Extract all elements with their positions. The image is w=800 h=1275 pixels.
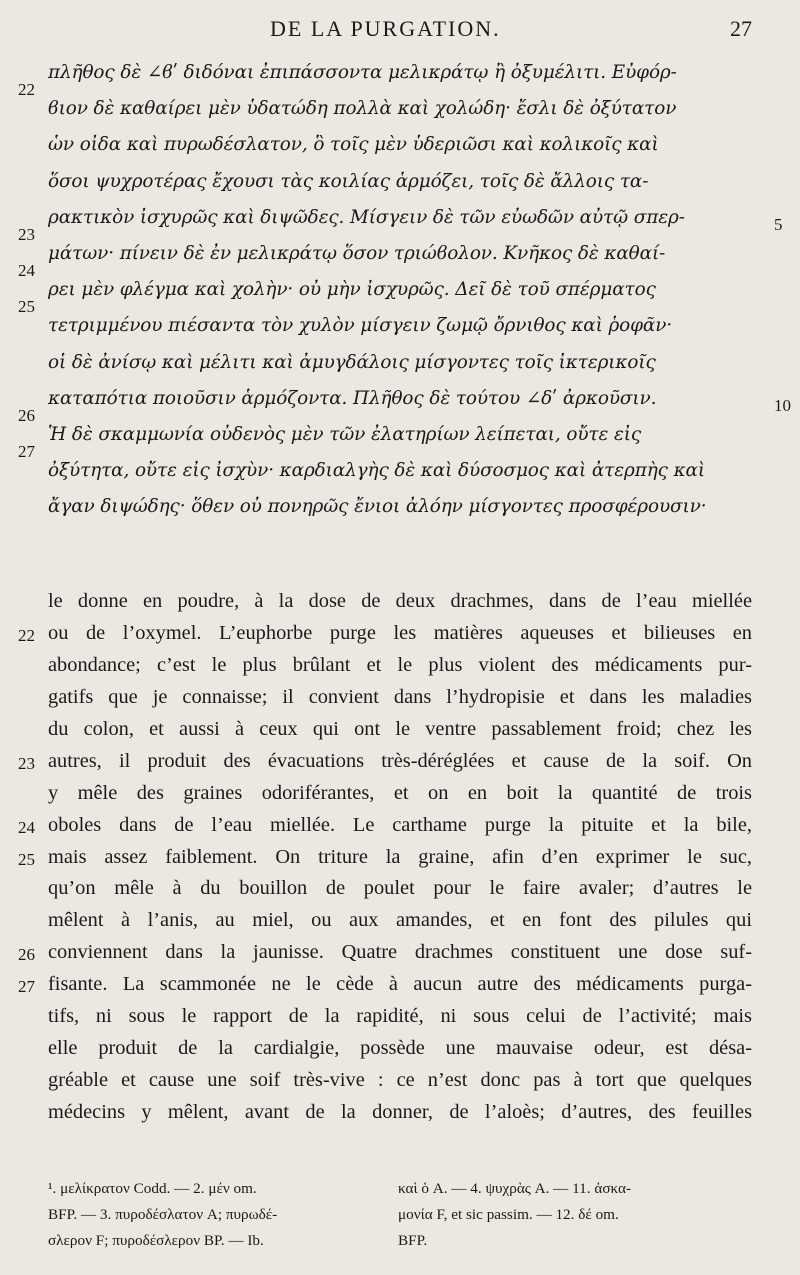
french-line-text: le donne en poudre, à la dose de deux drachmes, dans de l’eau miellée [48,590,752,612]
greek-line [0,171,800,207]
greek-line-text: Ἡ δὲ σκαμμωνία οὐδενὸς μὲν τῶν ἐλατηρίων λείπεται, οὔτε εἰς [48,423,642,445]
french-line-text: abondance; c’est le plus brûlant et le plus violent des médicaments pur- [48,653,752,676]
french-line-text: fisante. La scammonée ne le cède à aucun autre des médicaments purga- [48,973,752,996]
french-line-text: gréable et cause une soif très-vive : ce n’est donc pas à tort que quelques [48,1069,752,1092]
footnote-left: ¹. μελίκρατον Codd. — 2. μέν om. [48,1180,257,1197]
greek-line [0,134,800,170]
french-line-text: mais assez faiblement. On triture la graine, afin d’en exprimer le suc, [48,845,752,868]
line-number: 26 [18,945,35,965]
french-line-text: oboles dans de l’eau miellée. Le carthame purge la pituite et la bile, [48,813,752,836]
greek-line [0,62,800,98]
line-number: 26 [18,405,35,425]
french-line [0,654,800,686]
french-line [0,877,800,909]
greek-line-text: καταπότια ποιοῦσιν ἁρμόζοντα. Πλῆθος δὲ τούτου ∠δʹ ἀρκοῦσιν. [48,387,657,409]
footnote-row [0,1206,800,1232]
french-line-text: ou de l’oxymel. L’euphorbe purge les matières aqueuses et bilieuses en [48,621,752,644]
greek-line-text: ρει μὲν φλέγμα καὶ χολὴν· οὐ μὴν ἰσχυρῶς. Δεῖ δὲ τοῦ σπέρματος [48,279,656,301]
french-line-text: conviennent dans la jaunisse. Quatre drachmes constituent une dose suf- [48,941,752,964]
french-line [0,1005,800,1037]
footnote-right: καὶ ὁ A. — 4. ψυχρὰς A. — 11. ἀσκα- [398,1180,632,1197]
greek-line [0,352,800,388]
french-line [0,718,800,750]
greek-line [0,496,800,532]
french-line [0,782,800,814]
greek-text-block [0,62,800,532]
footnote-row [0,1180,800,1206]
greek-line-text: ρακτικὸν ἰσχυρῶς καὶ διψῶδες. Μίσγειν δὲ τῶν εὐωδῶν αὐτῷ σπερ- [48,206,685,228]
french-line [0,909,800,941]
greek-line [0,243,800,279]
line-number: 24 [18,817,35,837]
line-number: 24 [18,260,35,280]
french-line-text: elle produit de la cardialgie, possède une mauvaise odeur, est désa- [48,1037,752,1060]
line-number: 22 [18,80,35,99]
footnote-right: μονία F, et sic passim. — 12. δέ om. [398,1206,619,1223]
french-line [0,1069,800,1101]
french-line [0,1101,800,1133]
french-line [0,686,800,718]
greek-line [0,424,800,460]
french-line-text: gatifs que je connaisse; il convient dans l’hydropisie et dans les maladies [48,685,752,708]
greek-line-text: ὅσοι ψυχροτέρας ἔχουσι τὰς κοιλίας ἁρμόζει, τοῖς δὲ ἄλλοις τα- [48,170,649,192]
line-number: 25 [18,297,35,317]
footnote-left: σλερον F; πυροδέσλερον BP. — Ib. [48,1232,264,1249]
line-number: 25 [18,849,35,869]
greek-line-text: ὀξύτητα, οὔτε εἰς ἰσχὺν· καρδιαλγὴς δὲ καὶ δύσοσμος καὶ ἀτερπὴς καὶ [48,460,705,482]
greek-line [0,279,800,315]
greek-line-text: ἄγαν διψώδης· ὅθεν οὐ πονηρῶς ἔνιοι ἀλόην μίσγοντες προσφέρουσιν· [48,496,707,518]
page-header [0,14,800,48]
line-number: 27 [18,441,35,461]
line-number: 23 [18,224,35,244]
verse-number: 10 [774,395,791,415]
footnote-right: BFP. [398,1232,428,1249]
greek-line-text: πλῆθος δὲ ∠ϐʹ διδόναι ἐπιπάσσοντα μελικράτῳ ἢ ὀξυμέλιτι. Εὐφόρ- [48,62,677,83]
french-line [0,1037,800,1069]
verse-number: 5 [774,214,783,234]
running-title: DE LA PURGATION. [270,16,501,41]
french-line [0,814,800,846]
greek-line-text: ϐιον δὲ καθαίρει μὲν ὑδατώδη πολλὰ καὶ χολώδη· ἔσλι δὲ ὀξύτατον [48,98,677,120]
french-line [0,973,800,1005]
page-number: 27 [730,16,752,41]
french-line-text: qu’on mêle à du bouillon de poulet pour le faire avaler; d’autres le [48,877,752,900]
french-line-text: du colon, et aussi à ceux qui ont le ventre passablement froid; chez les [48,717,752,740]
line-number: 22 [18,625,35,645]
greek-line-text: ὧν οἶδα καὶ πυρωδέσλατον, ὃ τοῖς μὲν ὑδεριῶσι καὶ κολικοῖς καὶ [48,134,659,156]
french-line-text: médecins y mêlent, avant de la donner, de l’aloès; d’autres, des feuilles [48,1101,752,1123]
footnote-row [0,1232,800,1258]
line-number: 23 [18,753,35,773]
french-translation-block [0,590,800,1133]
french-line-text: mêlent à l’anis, au miel, ou aux amandes, et en font des pilules qui [48,909,752,932]
french-line [0,941,800,973]
line-number: 27 [18,977,35,997]
greek-line [0,98,800,134]
french-line-text: autres, il produit des évacuations très-déréglées et cause de la soif. On [48,749,752,772]
french-line-text: y mêle des graines odoriférantes, et on en boit la quantité de trois [48,781,752,804]
footnote-left: BFP. — 3. πυροδέσλατον A; πυρωδέ- [48,1206,278,1223]
french-line [0,590,800,622]
greek-line [0,388,800,424]
french-line-text: tifs, ni sous le rapport de la rapidité, ni sous celui de l’activité; mais [48,1005,752,1028]
french-line [0,750,800,782]
greek-line-text: μάτων· πίνειν δὲ ἐν μελικράτῳ ὅσον τριώϐολον. Κνῆκος δὲ καθαί- [48,242,666,264]
greek-line-text: οἱ δὲ ἀνίσῳ καὶ μέλιτι καὶ ἀμυγδάλοις μίσγοντες τοῖς ἰκτερικοῖς [48,351,656,373]
footnotes [0,1180,800,1258]
french-line [0,622,800,654]
greek-line [0,460,800,496]
greek-line-text: τετριμμένου πιέσαντα τὸν χυλὸν μίσγειν ζωμῷ ὄρνιθος καὶ ῥοφᾶν· [48,315,673,337]
french-line [0,846,800,878]
greek-line [0,207,800,243]
greek-line [0,315,800,351]
